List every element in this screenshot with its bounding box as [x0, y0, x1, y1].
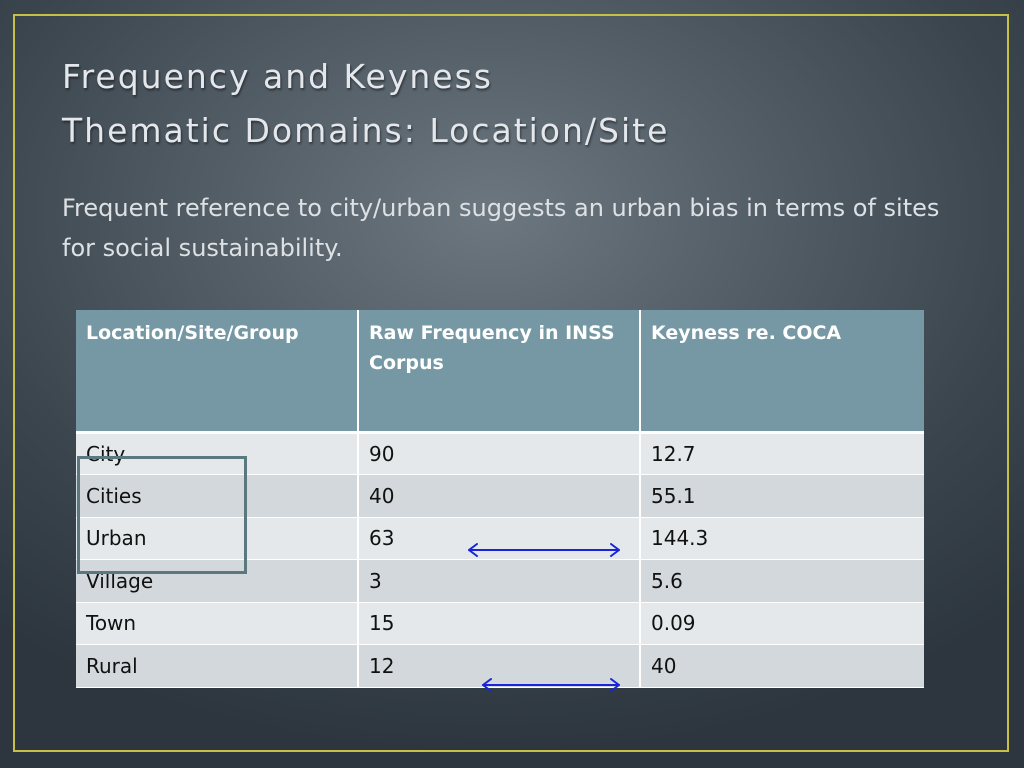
- table-header-row: [76, 310, 924, 432]
- city-urban-highlight-box: [77, 456, 247, 574]
- location-cell: Urban: [76, 517, 358, 560]
- slide-title: [62, 50, 669, 158]
- keyness-cell: 5.6: [640, 560, 924, 603]
- location-cell: Cities: [76, 475, 358, 518]
- header-keyness: Keyness re. COCA: [640, 310, 924, 432]
- keyness-cell: 144.3: [640, 517, 924, 560]
- keyness-cell: 12.7: [640, 432, 924, 475]
- location-cell: Town: [76, 602, 358, 645]
- frequency-cell: 15: [358, 602, 640, 645]
- location-cell: Village: [76, 560, 358, 603]
- frequency-cell: 63: [358, 517, 640, 560]
- slide-subtitle: Frequent reference to city/urban suggests an urban bias in terms of sites for social sustainability.: [62, 194, 940, 262]
- frequency-cell: 3: [358, 560, 640, 603]
- urban-double-arrow: [464, 540, 624, 560]
- frequency-cell: 40: [358, 475, 640, 518]
- table-row: [76, 602, 924, 645]
- title-line-2: Thematic Domains: Location/Site: [62, 111, 670, 150]
- keyness-cell: 55.1: [640, 475, 924, 518]
- frequency-cell: 90: [358, 432, 640, 475]
- header-raw-frequency: Raw Frequency in INSS Corpus: [358, 310, 640, 432]
- keyness-cell: 0.09: [640, 602, 924, 645]
- frequency-cell: 12: [358, 645, 640, 688]
- keyness-cell: 40: [640, 645, 924, 688]
- location-cell: Rural: [76, 645, 358, 688]
- title-line-1: Frequency and Keyness: [62, 57, 493, 96]
- header-location-site-group: Location/Site/Group: [76, 310, 358, 432]
- location-cell: City: [76, 432, 358, 475]
- rural-double-arrow: [478, 675, 624, 695]
